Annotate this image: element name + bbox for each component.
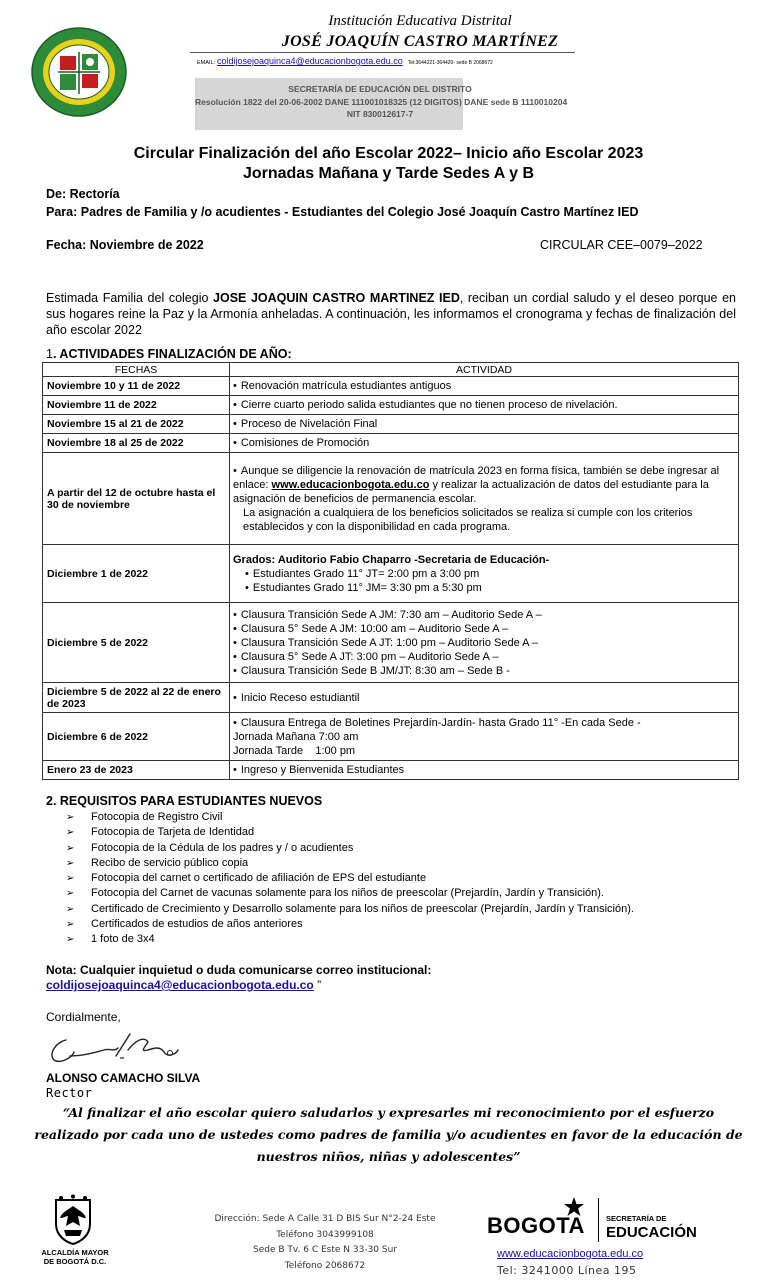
table-header-row [43,363,739,377]
table-row [43,396,739,415]
list-item [66,871,634,886]
list-item [66,825,634,840]
row-activity [230,396,739,415]
to-line: Para: Padres de Familia y /o acudientes - Estudiantes del Colegio José Joaquín Castro Martínez IED [46,205,639,219]
activity-item: • Proceso de Nivelación Final [233,417,734,431]
alcaldia-label [30,1248,120,1266]
activity-note: La asignación a cualquiera de los beneficios solicitados se realiza si cumple con los criterios establecidos y con la disponibilidad en cada programa. [243,506,693,533]
nit-text: NIT 830012617-7 [346,109,414,119]
arrow-bullet-icon: ➢ [66,934,75,946]
date-line: Fecha: Noviembre de 2022 [46,238,204,252]
table-row [43,683,739,713]
alcaldia-line1: ALCALDÍA MAYOR [41,1248,109,1257]
institution-label: Institución Educativa Distrital [328,13,512,29]
requirement-text: Fotocopia de la Cédula de los padres y / o acudientes [91,841,354,854]
school-name: JOSÉ JOAQUÍN CASTRO MARTÍNEZ [281,33,559,50]
activity-item: • Ingreso y Bienvenida Estudiantes [233,763,734,777]
table-row [43,377,739,396]
note-quote-mark: ” [313,978,322,992]
requirement-text: Fotocopia del Carnet de vacunas solamente para los niños de preescolar (Prejardín, Jardín y Transición). [91,887,604,900]
closing-quote: “Al finalizar el año escolar quiero saludarlos y expresarles mi reconocimiento por el esfuerzo realizado por cada uno de ustedes como padres de familia y/o acudientes en favor de la educación de nuestros niños, niñas y adolescentes” [34,1105,743,1164]
table-row [43,434,739,453]
note-text: Nota: Cualquier inquietud o duda comunicarse correo institucional: [46,963,432,977]
intro-text-a: Estimada Familia del colegio [46,291,214,305]
row-activity [230,377,739,396]
row-date: Diciembre 5 de 2022 al 22 de enero de 2023 [43,683,230,713]
header-email-link[interactable]: coldijosejoaquinca4@educacionbogota.edu.co [217,56,403,66]
footer-phone: Tel: 3241000 Línea 195 [497,1264,637,1277]
row-date: Diciembre 5 de 2022 [43,603,230,683]
row-date: Noviembre 15 al 21 de 2022 [43,415,230,434]
intro-school-name: JOSE JOAQUIN CASTRO MARTINEZ IED [213,291,460,305]
intro-paragraph [46,290,736,338]
bogota-crest-icon [50,1194,96,1246]
row-activity [230,603,739,683]
arrow-bullet-icon: ➢ [66,812,75,823]
header-divider [190,52,575,53]
footer-divider [598,1198,599,1242]
arrow-bullet-icon: ➢ [66,827,75,839]
activity-item: • Clausura 5° Sede A JM: 10:00 am – Auditorio Sede A – [233,622,734,636]
activity-text-a: Aunque se diligencie la renovación de matrícula 2023 en forma física, también se debe ingresar al enlace: [233,464,720,491]
address-sede-b: Sede B Tv. 6 C Este N 33-30 Sur [253,1245,397,1255]
row-date: Noviembre 11 de 2022 [43,396,230,415]
arrow-bullet-icon: ➢ [66,919,75,931]
activity-item: • Cierre cuarto periodo salida estudiantes que no tienen proceso de nivelación. [233,398,734,412]
list-item [66,932,634,947]
section1-heading [46,347,292,361]
table-row [43,603,739,683]
activity-item: • Clausura Transición Sede A JM: 7:30 am – Auditorio Sede A – [233,608,734,622]
header-phones: Tel:3644221-364420- sede B 2068672 [407,60,493,66]
circular-subtitle: Jornadas Mañana y Tarde Sedes A y B [242,165,535,182]
activity-item: • Estudiantes Grado 11° JM= 3:30 pm a 5:30 pm [245,581,734,595]
list-item [66,886,634,901]
rector-name: ALONSO CAMACHO SILVA [46,1071,201,1085]
row-activity [230,545,739,603]
row-date: Noviembre 18 al 25 de 2022 [43,434,230,453]
row-date: A partir del 12 de octubre hasta el 30 de noviembre [43,453,230,545]
secretaria-small-label: SECRETARÍA DE [606,1214,667,1223]
arrow-bullet-icon: ➢ [66,903,75,915]
afternoon-shift: Jornada Tarde 1:00 pm [233,744,356,757]
table-row [43,713,739,761]
email-label: EMAIL: [197,60,216,66]
row-activity [230,761,739,780]
row-activity [230,683,739,713]
requirement-text: Fotocopia de Tarjeta de Identidad [91,826,255,839]
note-email-link[interactable]: coldijosejoaquinca4@educacionbogota.edu.co [46,978,314,992]
requirement-text: Certificado de Crecimiento y Desarrollo solamente para los niños de preescolar (Prejardín, Jardín y Transición). [91,902,634,915]
row-date: Diciembre 1 de 2022 [43,545,230,603]
col-dates-header: FECHAS [43,363,230,377]
header-email-line [197,56,493,66]
activity-item: • Estudiantes Grado 11° JT= 2:00 pm a 3:00 pm [245,567,734,581]
list-item [66,917,634,932]
row-activity [230,713,739,761]
row-date: Enero 23 de 2023 [43,761,230,780]
bogota-wordmark: BOGOTA [487,1213,585,1238]
activity-item: • Clausura 5° Sede A JT: 3:00 pm – Auditorio Sede A – [233,650,734,664]
requirements-list [66,810,634,948]
activity-item: • Renovación matrícula estudiantes antiguos [233,379,734,393]
row-activity [230,453,739,545]
educacion-label: EDUCACIÓN [606,1224,697,1241]
list-item [66,856,634,871]
alcaldia-line2: DE BOGOTÁ D.C. [43,1257,107,1266]
star-icon [560,1196,588,1218]
activity-item: • Inicio Receso estudiantil [233,691,734,705]
activity-item: • Clausura Transición Sede B JM/JT: 8:30 am – Sede B - [233,664,734,678]
phone-sede-b: Teléfono 2068672 [284,1260,366,1271]
list-item [66,841,634,856]
requirement-text: Recibo de servicio público copia [91,856,249,869]
row-activity [230,415,739,434]
arrow-bullet-icon: ➢ [66,888,75,900]
activity-text-b: y realizar la actualización de datos del estudiante para la asignación de beneficios de permanencia escolar. [233,478,709,505]
activity-item [233,464,734,506]
arrow-bullet-icon: ➢ [66,873,75,885]
row-date: Noviembre 10 y 11 de 2022 [43,377,230,396]
note-email-line [46,978,321,992]
morning-shift: Jornada Mañana 7:00 am [233,730,359,743]
rector-role: Rector [46,1086,93,1100]
section1-title: . ACTIVIDADES FINALIZACIÓN DE AÑO: [52,347,292,361]
intro-text-b: , reciban un cordial saludo y el deseo porque en sus hogares reine la Paz y la Armonía anheladas. A continuación, les informamos el cronograma y fechas de finalización del año escolar 2022 [46,291,736,337]
circular-number: CIRCULAR CEE–0079–2022 [540,238,703,252]
requirement-text: Fotocopia de Registro Civil [91,811,223,823]
footer-address [205,1212,445,1274]
closing-greeting: Cordialmente, [46,1010,121,1024]
secretaria-info [195,83,568,121]
secretaria-title: SECRETARÍA DE EDUCACIÓN DEL DISTRITO [288,84,472,94]
arrow-bullet-icon: ➢ [66,842,75,854]
activities-table [42,362,739,780]
circular-title: Circular Finalización del año Escolar 2022– Inicio año Escolar 2023 [133,145,644,162]
resolution-text: Resolución 1822 del 20-06-2002 DANE 111001018325 (12 DIGITOS) DANE sede B 1110010204 [195,96,568,107]
row-activity [230,434,739,453]
section1-number: 1 [46,347,53,361]
signature-image [44,1022,194,1067]
school-logo [30,26,128,118]
table-row [43,545,739,603]
list-item [66,902,634,917]
enrollment-link[interactable]: www.educacionbogota.edu.co [271,478,430,491]
phone-sede-a: Teléfono 3043999108 [276,1229,374,1240]
requirement-text: 1 foto de 3x4 [91,933,155,946]
activity-item: • Clausura Transición Sede A JT: 1:00 pm – Auditorio Sede A – [233,636,734,650]
requirement-text: Fotocopia del carnet o certificado de afiliación de EPS del estudiante [91,872,427,885]
footer-website-link[interactable]: www.educacionbogota.edu.co [497,1248,644,1260]
table-row [43,453,739,545]
arrow-bullet-icon: ➢ [66,857,75,869]
table-row [43,761,739,780]
from-line: De: Rectoría [46,187,120,201]
graduation-heading: Grados: Auditorio Fabio Chaparro -Secretaria de Educación- [233,553,550,566]
activity-item: • Comisiones de Promoción [233,436,734,450]
address-sede-a: Dirección: Sede A Calle 31 D BIS Sur N°2-24 Este [214,1214,436,1224]
requirement-text: Certificados de estudios de años anteriores [91,918,303,931]
section2-heading: 2. REQUISITOS PARA ESTUDIANTES NUEVOS [46,794,323,808]
col-activity-header: ACTIVIDAD [230,363,739,377]
table-row [43,415,739,434]
row-date: Diciembre 6 de 2022 [43,713,230,761]
list-item [66,810,634,825]
activity-item: • Clausura Entrega de Boletines Prejardín-Jardín- hasta Grado 11° -En cada Sede - [233,716,734,730]
